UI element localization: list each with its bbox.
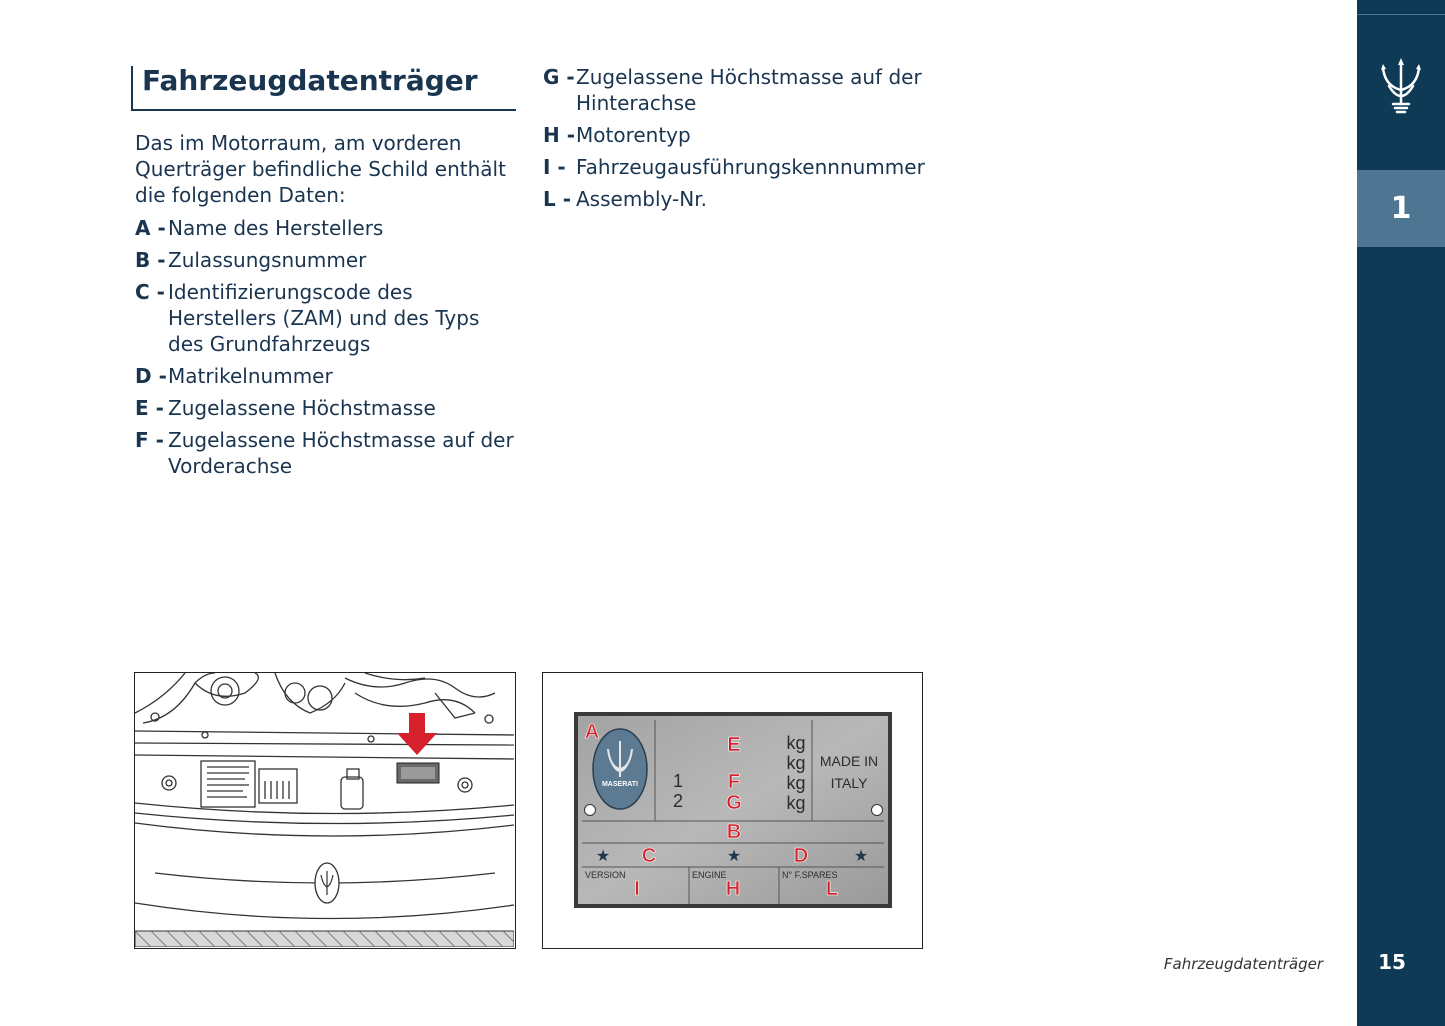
item-letter-char: H: [543, 123, 560, 147]
plate-star-2: ★: [726, 848, 742, 865]
item-letter: [543, 122, 576, 148]
item-letter: [135, 215, 168, 241]
item-dash: -: [156, 280, 165, 304]
callout-h: H: [725, 878, 741, 900]
item-dash: -: [157, 216, 166, 240]
list-item: [135, 395, 515, 421]
item-letter: [543, 186, 576, 212]
list-item: [135, 247, 515, 273]
plate-row-1: 1: [672, 771, 684, 791]
callout-b: B: [726, 821, 742, 843]
item-dash: -: [566, 65, 575, 89]
item-text: Zugelassene Höchstmasse auf der Hinterachse: [576, 65, 922, 115]
plate-star-3: ★: [853, 848, 869, 865]
item-text: Identifizierungscode des Herstellers (ZAM) und des Typs des Grundfahrzeugs: [168, 280, 480, 356]
plate-kg-2: kg: [786, 753, 806, 773]
data-list-right: [543, 64, 943, 212]
item-letter-char: G: [543, 65, 560, 89]
chapter-tab[interactable]: [1357, 170, 1445, 247]
list-item: [135, 215, 515, 241]
item-text: Zugelassene Höchstmasse: [168, 396, 436, 420]
trident-icon: [1371, 56, 1431, 116]
intro-paragraph: Das im Motorraum, am vorderen Querträger befindliche Schild enthält die folgenden Daten:: [135, 131, 506, 207]
item-dash: -: [155, 396, 164, 420]
data-plate-illustration: [542, 672, 923, 949]
list-item: [543, 64, 943, 116]
callout-e: E: [727, 734, 741, 756]
item-letter-char: C: [135, 280, 150, 304]
item-text: Name des Herstellers: [168, 216, 384, 240]
callout-f: F: [727, 771, 741, 793]
item-letter: [135, 363, 168, 389]
item-text: Zulassungsnummer: [168, 248, 367, 272]
left-column: [135, 130, 515, 485]
footer-title: Fahrzeugdatenträger: [1163, 955, 1323, 973]
callout-i: I: [634, 878, 640, 900]
list-item: [135, 279, 515, 357]
item-letter-char: B: [135, 248, 151, 272]
list-item: [543, 122, 943, 148]
list-item: [543, 186, 943, 212]
item-text: Assembly-Nr.: [576, 187, 707, 211]
item-text: Fahrzeugausführungskennnummer: [576, 155, 925, 179]
callout-c: C: [641, 845, 657, 867]
item-letter-char: E: [135, 396, 149, 420]
plate-kg-3: kg: [786, 773, 806, 793]
callout-d: D: [793, 845, 809, 867]
item-letter-char: F: [135, 428, 149, 452]
item-letter-char: A: [135, 216, 151, 240]
plate-star-1: ★: [595, 848, 611, 865]
item-letter: [543, 64, 576, 116]
plate-version: VERSION: [585, 870, 626, 880]
plate-made-in: MADE IN: [819, 753, 879, 769]
page-number: 15: [1378, 950, 1406, 974]
data-list-left: [135, 215, 515, 479]
item-dash: -: [566, 123, 576, 147]
plate-kg-4: kg: [786, 793, 806, 813]
page-title: Fahrzeugdatenträger: [142, 64, 478, 97]
sidebar-divider: [1357, 14, 1445, 15]
item-text: Motorentyp: [576, 123, 691, 147]
chapter-number: 1: [1390, 191, 1412, 226]
item-letter-char: D: [135, 364, 152, 388]
plate-logo-text: MASERATI: [601, 781, 639, 788]
item-dash: -: [557, 155, 566, 179]
item-letter: [135, 279, 168, 357]
item-dash: -: [155, 428, 164, 452]
section-heading: [131, 66, 516, 111]
sidebar: [1357, 0, 1445, 1026]
right-column: [543, 64, 943, 218]
plate-spares: N° F.SPARES: [782, 870, 838, 880]
callout-a: A: [584, 721, 600, 743]
plate-row-2: 2: [672, 791, 684, 811]
plate-italy: ITALY: [830, 775, 868, 791]
item-letter: [135, 247, 168, 273]
item-dash: -: [158, 364, 167, 388]
callout-l: L: [825, 878, 839, 900]
plate-kg-1: kg: [786, 733, 806, 753]
item-dash: -: [157, 248, 166, 272]
list-item: [135, 427, 515, 479]
list-item: [135, 363, 515, 389]
item-text: Matrikelnummer: [168, 364, 333, 388]
item-letter: [135, 427, 168, 479]
item-letter: [135, 395, 168, 421]
engine-bay-illustration: [134, 672, 516, 949]
plate-engine: ENGINE: [692, 870, 727, 880]
item-dash: -: [562, 187, 572, 211]
item-letter: [543, 154, 576, 180]
callout-g: G: [726, 792, 742, 814]
item-letter-char: L: [543, 187, 556, 211]
list-item: [543, 154, 943, 180]
item-letter-char: I: [543, 155, 551, 179]
item-text: Zugelassene Höchstmasse auf der Vorderachse: [168, 428, 514, 478]
